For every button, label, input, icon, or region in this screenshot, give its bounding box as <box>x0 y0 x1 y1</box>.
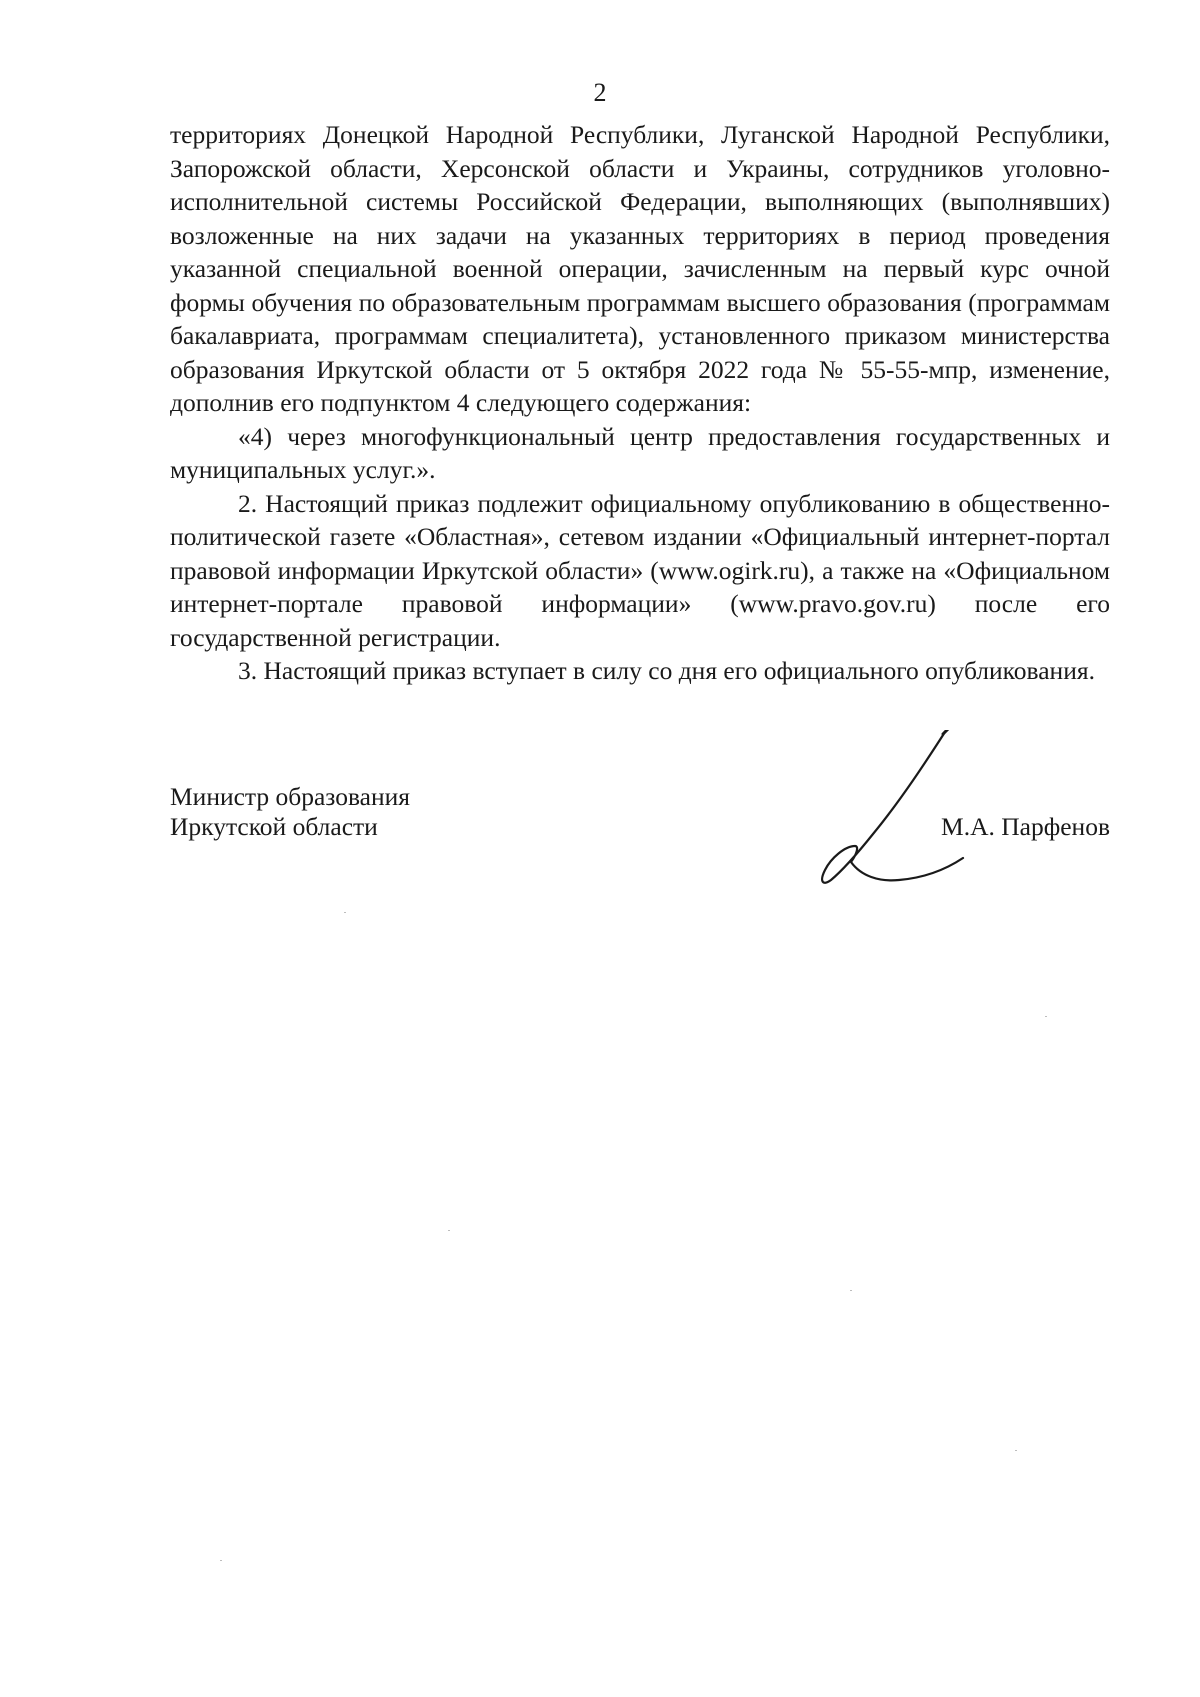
scan-speck <box>1015 1450 1017 1451</box>
paragraph-subpoint-4: «4) через многофункциональный центр предоставления государственных и муниципальных услуг.». <box>170 421 1110 484</box>
handwritten-signature-icon <box>815 730 965 890</box>
page-number: 2 <box>593 78 607 107</box>
signer-title-line-1: Министр образования <box>170 782 411 811</box>
signer-name: М.А. Парфенов <box>941 812 1110 841</box>
paragraph-point-2: 2. Настоящий приказ подлежит официальному опубликованию в общественно-политической газете «Областная», сетевом издании «Официальный интернет-портал правовой информации Иркутской области» (www.ogirk.ru), а также на «Официальном интернет-портале правовой информации» (www.pravo.gov.ru) после его государственной регистрации. <box>170 488 1110 652</box>
scan-speck <box>220 1560 222 1561</box>
scan-speck <box>1045 1016 1047 1017</box>
document-body <box>170 118 1110 688</box>
scan-speck <box>448 1230 450 1231</box>
signer-title-line-2: Иркутской области <box>170 812 378 841</box>
signer-title <box>170 782 410 842</box>
paragraph-continuation: территориях Донецкой Народной Республики, Луганской Народной Республики, Запорожской области, Херсонской области и Украины, сотрудников уголовно-исполнительной системы Российской Федерации, выполняющих (выполнявших) возложенные на них задачи на указанных территориях в период проведения указанной специальной военной операции, зачисленным на первый курс очной формы обучения по образовательным программам высшего образования (программам бакалавриата, программам специалитета), установленного приказом министерства образования Иркутской области от 5 октября 2022 года № 55-55-мпр, изменение, дополнив его подпунктом 4 следующего содержания: <box>170 120 1110 417</box>
signature-block <box>170 782 1110 912</box>
scan-speck <box>344 912 346 913</box>
paragraph-point-3: 3. Настоящий приказ вступает в силу со дня его официального опубликования. <box>238 656 1095 685</box>
scan-speck <box>850 1290 852 1291</box>
